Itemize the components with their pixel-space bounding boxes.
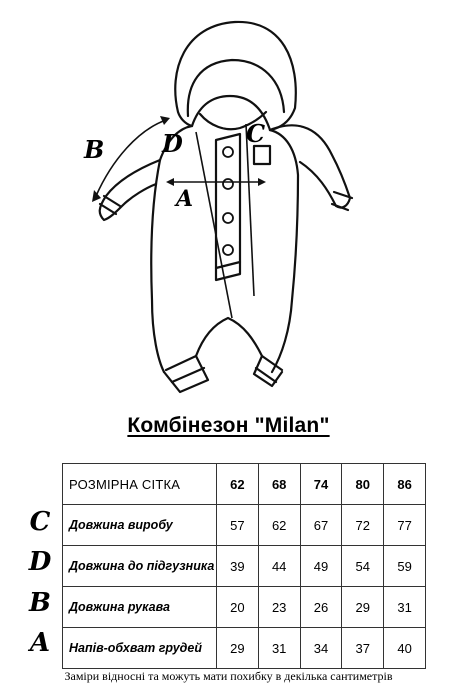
table-cell: 57 xyxy=(217,505,259,546)
row-label: Напів-обхват грудей xyxy=(63,628,217,669)
table-cell: 44 xyxy=(258,546,300,587)
measure-line-d xyxy=(196,132,232,318)
table-cell: 29 xyxy=(217,628,259,669)
table-cell: 59 xyxy=(384,546,426,587)
placket-hem xyxy=(216,262,240,268)
size-header: 74 xyxy=(300,464,342,505)
arrowhead-b-end xyxy=(160,116,170,125)
size-header: 68 xyxy=(258,464,300,505)
table-header-label: РОЗМІРНА СІТКА xyxy=(63,464,217,505)
table-cell: 54 xyxy=(342,546,384,587)
table-cell: 40 xyxy=(384,628,426,669)
table-cell: 34 xyxy=(300,628,342,669)
table-cell: 39 xyxy=(217,546,259,587)
left-leg xyxy=(164,318,282,392)
row-label: Довжина до підгузника xyxy=(63,546,217,587)
product-title: Комбінезон "Milan" xyxy=(127,414,330,437)
hood-outline xyxy=(175,22,296,130)
row-letter-a: A xyxy=(29,628,51,658)
body-outline xyxy=(151,126,192,372)
marker-c: C xyxy=(246,119,266,148)
marker-d: D xyxy=(162,129,183,158)
left-sleeve xyxy=(100,160,160,220)
footnote: Заміри відносні та можуть мати похибку в декілька сантиметрів xyxy=(64,669,393,683)
arrowhead-a-right xyxy=(258,178,266,186)
table-row xyxy=(63,505,426,546)
measure-line-c xyxy=(246,124,254,296)
table-cell: 49 xyxy=(300,546,342,587)
table-cell: 23 xyxy=(258,587,300,628)
arrowhead-b-start xyxy=(92,190,101,202)
button-4 xyxy=(223,245,233,255)
arrowhead-a-left xyxy=(166,178,174,186)
table-cell: 72 xyxy=(342,505,384,546)
table-cell: 31 xyxy=(384,587,426,628)
row-label: Довжина виробу xyxy=(63,505,217,546)
chest-pocket xyxy=(254,146,270,164)
size-header: 80 xyxy=(342,464,384,505)
table-row xyxy=(63,587,426,628)
table-cell: 67 xyxy=(300,505,342,546)
button-2 xyxy=(223,179,233,189)
marker-b: B xyxy=(84,135,105,164)
size-chart-table xyxy=(62,463,426,669)
row-label: Довжина рукава xyxy=(63,587,217,628)
table-cell: 31 xyxy=(258,628,300,669)
table-cell: 29 xyxy=(342,587,384,628)
table-cell: 26 xyxy=(300,587,342,628)
table-cell: 20 xyxy=(217,587,259,628)
button-3 xyxy=(223,213,233,223)
row-letter-d: D xyxy=(28,547,52,577)
right-sleeve xyxy=(270,125,350,207)
row-letter-b: B xyxy=(29,588,51,618)
table-header-row xyxy=(63,464,426,505)
marker-a: A xyxy=(176,186,194,212)
table-row xyxy=(63,628,426,669)
size-header: 62 xyxy=(217,464,259,505)
button-1 xyxy=(223,147,233,157)
table-cell: 77 xyxy=(384,505,426,546)
right-body-outline xyxy=(270,130,298,372)
row-letter-c: C xyxy=(29,507,51,537)
size-header: 86 xyxy=(384,464,426,505)
table-row xyxy=(63,546,426,587)
table-cell: 62 xyxy=(258,505,300,546)
table-cell: 37 xyxy=(342,628,384,669)
